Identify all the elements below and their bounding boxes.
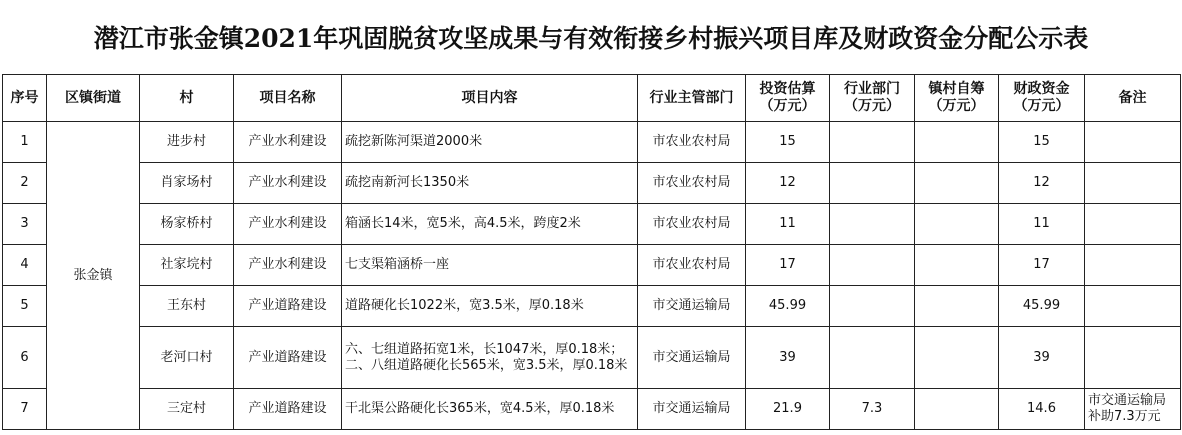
project-table xyxy=(2,74,1181,430)
header-industry-line2: （万元） xyxy=(844,98,900,114)
cell-seq: 2 xyxy=(3,163,47,204)
cell-fiscal: 17 xyxy=(999,245,1085,286)
table-row xyxy=(3,286,1181,327)
cell-remark xyxy=(1085,163,1181,204)
cell-fiscal: 15 xyxy=(999,122,1085,163)
cell-industry xyxy=(830,245,915,286)
cell-self xyxy=(915,163,999,204)
cell-dept: 市农业农村局 xyxy=(638,245,746,286)
cell-content: 疏挖新陈河渠道2000米 xyxy=(342,122,638,163)
table-row xyxy=(3,122,1181,163)
cell-content: 道路硬化长1022米，宽3.5米，厚0.18米 xyxy=(342,286,638,327)
header-project-name: 项目名称 xyxy=(234,75,342,122)
cell-project-name: 产业水利建设 xyxy=(234,163,342,204)
cell-content: 干北渠公路硬化长365米，宽4.5米，厚0.18米 xyxy=(342,389,638,430)
header-remark: 备注 xyxy=(1085,75,1181,122)
header-fiscal-line2: （万元） xyxy=(1013,98,1070,114)
header-project-content: 项目内容 xyxy=(342,75,638,122)
cell-remark: 市交通运输局补助7.3万元 xyxy=(1085,389,1181,430)
header-industry xyxy=(830,75,915,122)
table-row xyxy=(3,245,1181,286)
cell-invest: 17 xyxy=(746,245,830,286)
table-row xyxy=(3,204,1181,245)
cell-project-name: 产业水利建设 xyxy=(234,122,342,163)
header-invest-line1: 投资估算 xyxy=(759,81,816,97)
cell-self xyxy=(915,204,999,245)
cell-seq: 6 xyxy=(3,327,47,389)
cell-content: 箱涵长14米，宽5米，高4.5米，跨度2米 xyxy=(342,204,638,245)
cell-industry xyxy=(830,204,915,245)
cell-seq: 5 xyxy=(3,286,47,327)
cell-village: 王东村 xyxy=(140,286,234,327)
cell-dept: 市农业农村局 xyxy=(638,163,746,204)
cell-village: 进步村 xyxy=(140,122,234,163)
cell-industry: 7.3 xyxy=(830,389,915,430)
cell-fiscal: 39 xyxy=(999,327,1085,389)
cell-industry xyxy=(830,122,915,163)
cell-invest: 45.99 xyxy=(746,286,830,327)
cell-dept: 市农业农村局 xyxy=(638,122,746,163)
header-row xyxy=(3,75,1181,122)
header-invest-line2: （万元） xyxy=(759,98,816,114)
cell-seq: 3 xyxy=(3,204,47,245)
header-self-line2: （万元） xyxy=(928,98,985,114)
cell-dept: 市交通运输局 xyxy=(638,286,746,327)
cell-dept: 市交通运输局 xyxy=(638,327,746,389)
header-district: 区镇街道 xyxy=(47,75,140,122)
header-seq: 序号 xyxy=(3,75,47,122)
cell-village: 肖家场村 xyxy=(140,163,234,204)
cell-self xyxy=(915,389,999,430)
cell-self xyxy=(915,245,999,286)
cell-remark xyxy=(1085,286,1181,327)
table-row xyxy=(3,389,1181,430)
cell-invest: 15 xyxy=(746,122,830,163)
cell-fiscal: 45.99 xyxy=(999,286,1085,327)
cell-village: 老河口村 xyxy=(140,327,234,389)
cell-seq: 4 xyxy=(3,245,47,286)
cell-industry xyxy=(830,163,915,204)
cell-project-name: 产业水利建设 xyxy=(234,204,342,245)
cell-invest: 11 xyxy=(746,204,830,245)
cell-fiscal: 14.6 xyxy=(999,389,1085,430)
cell-village: 三定村 xyxy=(140,389,234,430)
cell-invest: 21.9 xyxy=(746,389,830,430)
cell-industry xyxy=(830,327,915,389)
cell-content: 六、七组道路拓宽1米，长1047米，厚0.18米；二、八组道路硬化长565米，宽3.5米，厚0.18米 xyxy=(342,327,638,389)
cell-industry xyxy=(830,286,915,327)
cell-village: 杨家桥村 xyxy=(140,204,234,245)
cell-district: 张金镇 xyxy=(47,122,140,430)
cell-fiscal: 11 xyxy=(999,204,1085,245)
cell-remark xyxy=(1085,122,1181,163)
cell-project-name: 产业道路建设 xyxy=(234,327,342,389)
table-row xyxy=(3,327,1181,389)
cell-dept: 市农业农村局 xyxy=(638,204,746,245)
header-dept: 行业主管部门 xyxy=(638,75,746,122)
cell-village: 社家垸村 xyxy=(140,245,234,286)
cell-remark xyxy=(1085,245,1181,286)
header-invest xyxy=(746,75,830,122)
cell-remark xyxy=(1085,204,1181,245)
cell-remark xyxy=(1085,327,1181,389)
cell-invest: 12 xyxy=(746,163,830,204)
header-self xyxy=(915,75,999,122)
header-industry-line1: 行业部门 xyxy=(844,81,900,97)
cell-project-name: 产业水利建设 xyxy=(234,245,342,286)
cell-self xyxy=(915,286,999,327)
page-title: 潜江市张金镇2021年巩固脱贫攻坚成果与有效衔接乡村振兴项目库及财政资金分配公示表 xyxy=(93,24,1089,53)
cell-project-name: 产业道路建设 xyxy=(234,286,342,327)
cell-seq: 7 xyxy=(3,389,47,430)
cell-dept: 市交通运输局 xyxy=(638,389,746,430)
cell-content: 七支渠箱涵桥一座 xyxy=(342,245,638,286)
header-village: 村 xyxy=(140,75,234,122)
cell-content: 疏挖南新河长1350米 xyxy=(342,163,638,204)
cell-project-name: 产业道路建设 xyxy=(234,389,342,430)
cell-self xyxy=(915,327,999,389)
cell-self xyxy=(915,122,999,163)
cell-fiscal: 12 xyxy=(999,163,1085,204)
header-fiscal xyxy=(999,75,1085,122)
cell-seq: 1 xyxy=(3,122,47,163)
cell-invest: 39 xyxy=(746,327,830,389)
header-self-line1: 镇村自筹 xyxy=(928,81,985,97)
header-fiscal-line1: 财政资金 xyxy=(1013,81,1070,97)
table-row xyxy=(3,163,1181,204)
